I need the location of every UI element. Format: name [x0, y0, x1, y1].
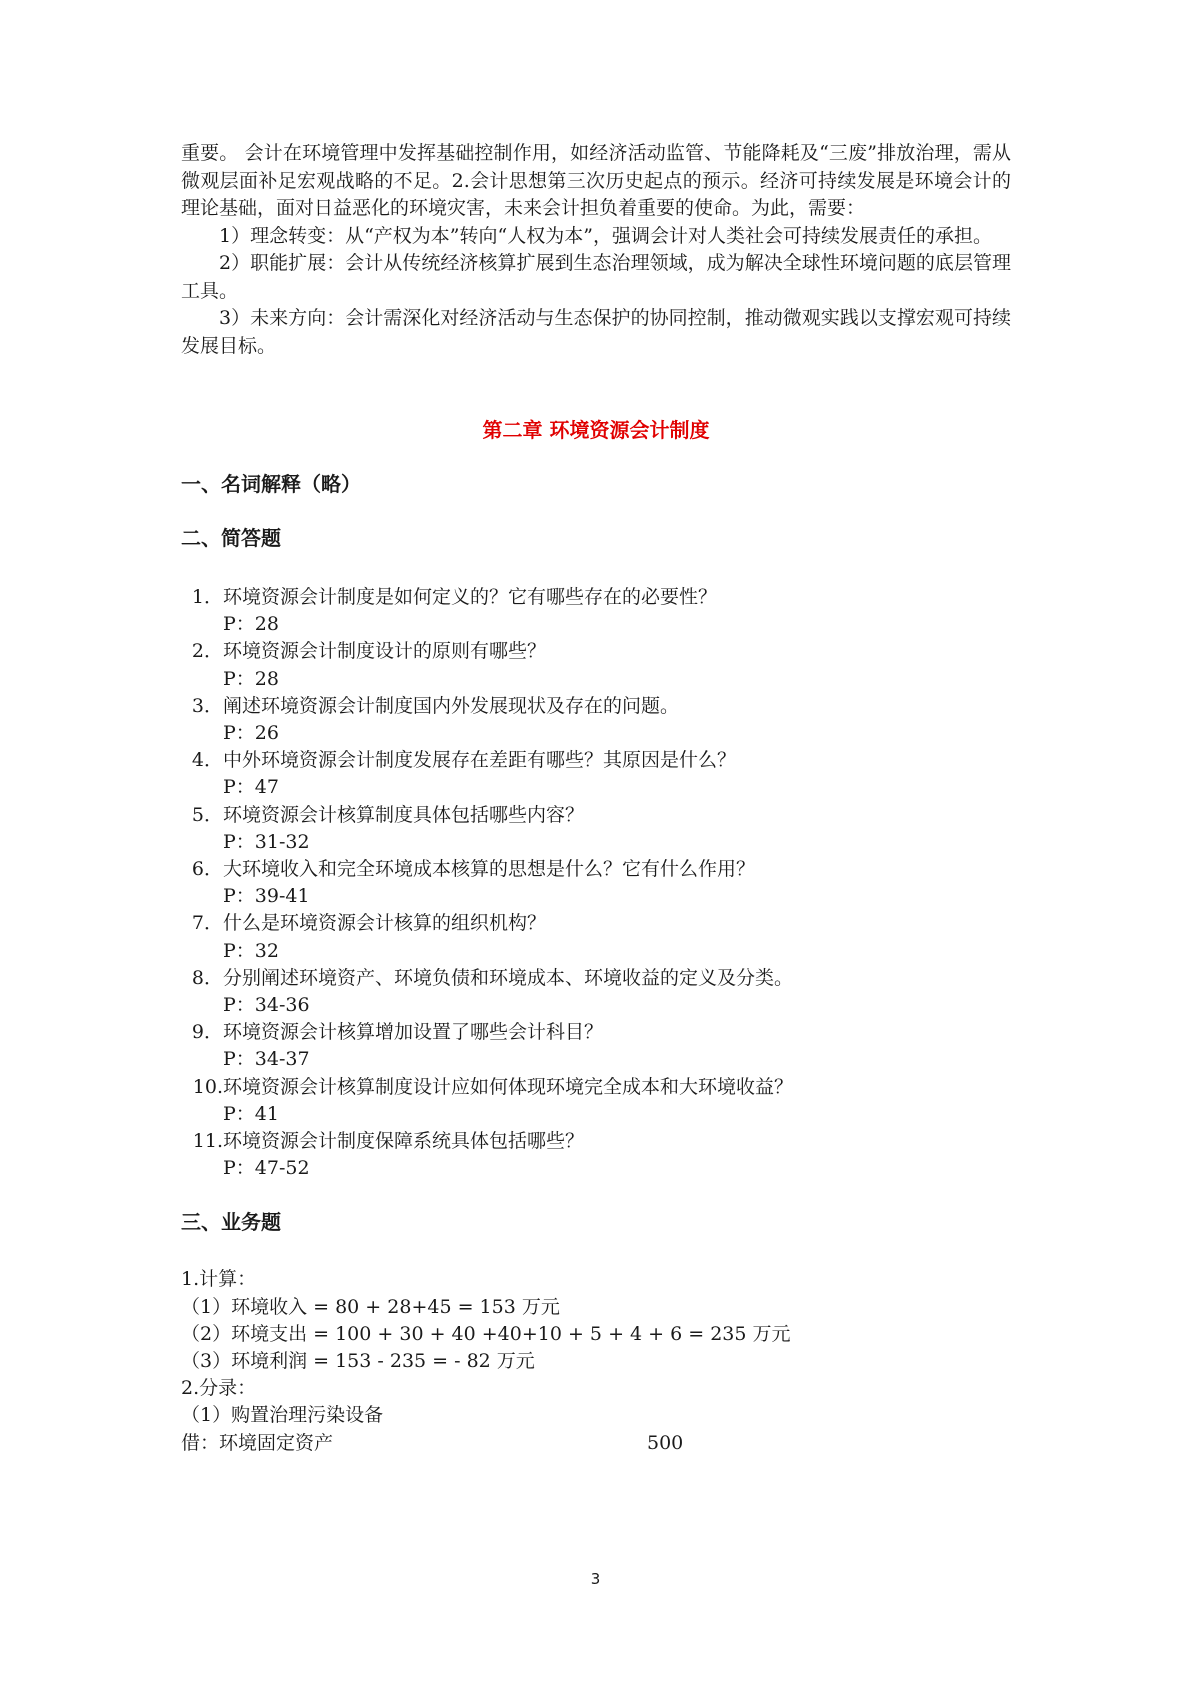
list-item: [181, 584, 1011, 638]
question-number: 6．: [191, 858, 223, 881]
practice-answers: [181, 1266, 1011, 1456]
question-page-ref: P：34-36: [223, 994, 310, 1017]
question-number: 4．: [191, 749, 223, 772]
question-page-ref: P：32: [223, 939, 279, 962]
question-list: [181, 584, 1011, 1182]
question-page-ref: P：41: [223, 1102, 279, 1125]
section-heading-practice: 三、业务题: [181, 1210, 281, 1235]
work-line: （2）环境支出 = 100 + 30 + 40 +40+10 + 5 + 4 + 6 = 235 万元: [181, 1322, 791, 1345]
section-heading-short-answer: 二、简答题: [181, 526, 281, 550]
question-text: 中外环境资源会计制度发展存在差距有哪些？其原因是什么？: [223, 749, 737, 772]
question-text: 什么是环境资源会计核算的组织机构？: [223, 912, 547, 935]
question-number: 5．: [191, 803, 223, 826]
chapter-title: 第二章 环境资源会计制度: [482, 418, 710, 442]
question-text: 阐述环境资源会计制度国内外发展现状及存在的问题。: [223, 694, 680, 717]
question-number: 10.: [192, 1075, 223, 1098]
list-item: [181, 693, 1011, 747]
point-1: 1）理念转变：从“产权为本”转向“人权为本”，强调会计对人类社会可持续发展责任的承担。: [219, 224, 992, 247]
question-page-ref: P：47-52: [223, 1157, 310, 1180]
question-text: 环境资源会计制度设计的原则有哪些？: [223, 640, 547, 663]
question-number: 7．: [191, 912, 223, 935]
list-item: [181, 1019, 1011, 1073]
work-line: （3）环境利润 = 153 - 235 = - 82 万元: [181, 1350, 535, 1373]
question-text: 分别阐述环境资产、环境负债和环境成本、环境收益的定义及分类。: [223, 966, 794, 989]
list-item: [181, 910, 1011, 964]
question-text: 环境资源会计核算增加设置了哪些会计科目？: [223, 1021, 604, 1044]
question-text: 环境资源会计制度是如何定义的？它有哪些存在的必要性？: [223, 586, 718, 608]
question-number: 11.: [192, 1130, 223, 1153]
work-line: （1）环境收入 = 80 + 28+45 = 153 万元: [181, 1295, 560, 1318]
question-text: 环境资源会计核算制度设计应如何体现环境完全成本和大环境收益？: [223, 1075, 794, 1098]
question-page-ref: P：26: [223, 722, 279, 745]
list-item: [181, 747, 1011, 801]
list-item: [181, 1128, 1011, 1182]
question-page-ref: P：31-32: [223, 830, 310, 853]
page-number: 3: [590, 1570, 601, 1588]
entry-account: 借：环境固定资产: [181, 1431, 334, 1454]
question-page-ref: P：39-41: [223, 885, 310, 908]
intro-paragraph: 重要。 会计在环境管理中发挥基础控制作用，如经济活动监管、节能降耗及“三废”排放治理，需从微观层面补足宏观战略的不足。2.会计思想第三次历史起点的预示。经济可持续发展是环境会计的理论基础，面对日益恶化的环境灾害，未来会计担负着重要的使命。为此，需要：: [181, 142, 1011, 219]
question-text: 环境资源会计制度保障系统具体包括哪些？: [223, 1130, 585, 1153]
section-heading-terms: 一、名词解释（略）: [181, 472, 361, 496]
point-2: 2）职能扩展：会计从传统经济核算扩展到生态治理领域，成为解决全球性环境问题的底层管理工具。: [181, 252, 1011, 302]
question-text: 环境资源会计核算制度具体包括哪些内容？: [223, 803, 585, 826]
question-text: 大环境收入和完全环境成本核算的思想是什么？它有什么作用？: [223, 858, 756, 881]
question-page-ref: P：47: [223, 776, 279, 799]
point-3: 3）未来方向：会计需深化对经济活动与生态保护的协同控制，推动微观实践以支撑宏观可持续发展目标。: [181, 307, 1011, 357]
entry-amount: 500: [647, 1431, 684, 1454]
work-line: 1.计算：: [181, 1268, 257, 1291]
question-number: 9．: [191, 1021, 223, 1044]
list-item: [181, 638, 1011, 692]
question-page-ref: P：34-37: [223, 1048, 310, 1071]
list-item: [181, 965, 1011, 1019]
question-number: 8．: [191, 966, 223, 989]
question-page-ref: P：28: [223, 667, 279, 690]
question-page-ref: P：28: [223, 613, 279, 636]
journal-entry: [181, 1430, 1011, 1457]
work-line: （1）购置治理污染设备: [181, 1404, 384, 1427]
list-item: [181, 802, 1011, 856]
page-content: [181, 140, 1011, 1457]
question-number: 3．: [191, 694, 223, 717]
question-number: 2．: [191, 640, 223, 663]
work-line: 2.分录：: [181, 1377, 257, 1400]
list-item: [181, 856, 1011, 910]
list-item: [181, 1074, 1011, 1128]
question-number: 1．: [191, 586, 223, 608]
